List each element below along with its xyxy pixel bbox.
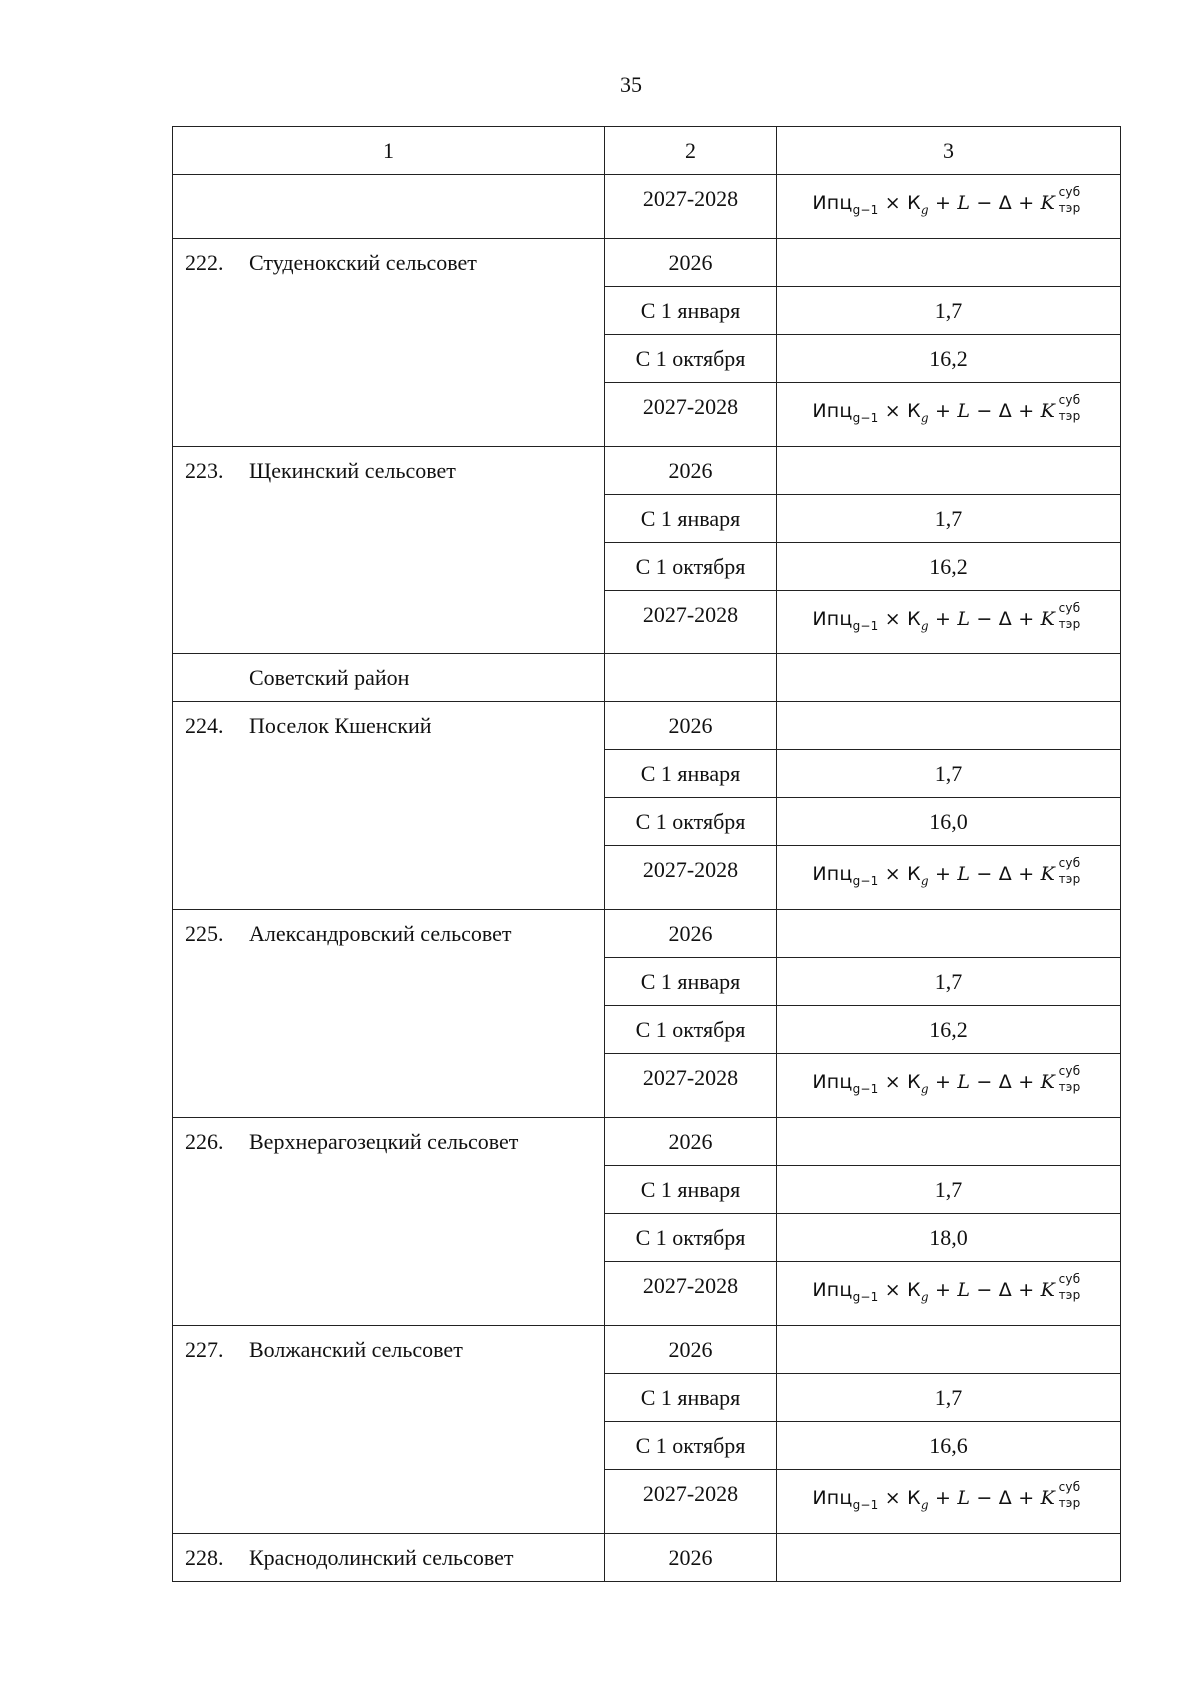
formula-plus-2: + bbox=[1018, 1486, 1035, 1509]
formula-k-sub: g bbox=[920, 874, 929, 889]
cell-formula bbox=[777, 590, 1121, 654]
cell-value: 16,0 bbox=[777, 798, 1121, 846]
formula-l: L bbox=[957, 192, 971, 214]
formula-kt: K bbox=[1040, 863, 1056, 886]
cell-period: 2026 bbox=[605, 1533, 777, 1581]
formula-minus: − bbox=[976, 399, 993, 422]
cell-entity bbox=[173, 238, 605, 446]
formula-times: × bbox=[884, 192, 901, 214]
table-header-row bbox=[173, 127, 1121, 175]
table-row bbox=[173, 910, 1121, 958]
cell-period: С 1 января bbox=[605, 1373, 777, 1421]
cell-period: 2027-2028 bbox=[605, 175, 777, 239]
cell-formula bbox=[777, 382, 1121, 446]
cell-value: 1,7 bbox=[777, 1373, 1121, 1421]
formula-kt-sup: суб bbox=[1058, 185, 1081, 199]
formula-minus: − bbox=[976, 1278, 993, 1301]
table-row bbox=[173, 1533, 1121, 1581]
formula-k-ter bbox=[1041, 1262, 1085, 1318]
formula-kt: K bbox=[1040, 192, 1056, 214]
cell-value bbox=[777, 1533, 1121, 1581]
cell-value: 1,7 bbox=[777, 750, 1121, 798]
formula-kt-sup: суб bbox=[1058, 1064, 1081, 1079]
cell-period: С 1 января bbox=[605, 286, 777, 334]
cell-period: 2026 bbox=[605, 446, 777, 494]
cell-value bbox=[777, 910, 1121, 958]
cell-entity bbox=[173, 654, 605, 702]
formula-l: L bbox=[957, 399, 971, 422]
formula-plus: + bbox=[934, 607, 952, 630]
cell-period: 2027-2028 bbox=[605, 846, 777, 910]
cell-period: С 1 октября bbox=[605, 798, 777, 846]
row-number: 228. bbox=[185, 1544, 224, 1570]
table-row bbox=[173, 175, 1121, 239]
page-number: 35 bbox=[620, 72, 642, 97]
formula-ipc-sub: g−1 bbox=[852, 618, 879, 633]
cell-period: 2027-2028 bbox=[605, 1054, 777, 1118]
formula-times: × bbox=[884, 607, 901, 630]
formula-plus: + bbox=[934, 1486, 952, 1509]
formula-ipc: Ипц bbox=[812, 607, 853, 630]
formula-ipc-sub: g−1 bbox=[852, 874, 879, 889]
formula-k-ter bbox=[1041, 383, 1085, 439]
table-row bbox=[173, 1325, 1121, 1373]
cell-formula bbox=[777, 1261, 1121, 1325]
cell-value bbox=[777, 654, 1121, 702]
formula-l: L bbox=[957, 1071, 971, 1094]
formula-l: L bbox=[957, 607, 971, 630]
cell-period: 2026 bbox=[605, 238, 777, 286]
formula-plus: + bbox=[934, 1278, 952, 1301]
cell-value: 18,0 bbox=[777, 1213, 1121, 1261]
cell-value: 1,7 bbox=[777, 286, 1121, 334]
entity-name: Александровский сельсовет bbox=[249, 921, 512, 947]
cell-value: 16,2 bbox=[777, 542, 1121, 590]
formula-ipc: Ипц bbox=[812, 1486, 853, 1509]
formula-kt-sub: тэр bbox=[1058, 1287, 1081, 1302]
formula-plus: + bbox=[934, 192, 952, 214]
formula-k-ter bbox=[1041, 846, 1085, 902]
cell-period: 2027-2028 bbox=[605, 1469, 777, 1533]
cell-period: 2026 bbox=[605, 1325, 777, 1373]
entity-name: Поселок Кшенский bbox=[249, 713, 432, 739]
formula-k: К bbox=[907, 1278, 921, 1301]
cell-entity bbox=[173, 446, 605, 654]
cell-period: 2027-2028 bbox=[605, 1261, 777, 1325]
formula-delta: Δ bbox=[998, 1278, 1012, 1301]
row-number: 222. bbox=[185, 249, 224, 275]
formula-k-ter bbox=[1041, 1054, 1085, 1110]
formula-ipc: Ипц bbox=[812, 863, 853, 886]
table-row bbox=[173, 238, 1121, 286]
cell-entity bbox=[173, 1325, 605, 1533]
formula-plus: + bbox=[934, 863, 952, 886]
formula-kt: K bbox=[1040, 399, 1056, 422]
table-row bbox=[173, 654, 1121, 702]
formula-ipc-sub: g−1 bbox=[852, 1289, 879, 1304]
row-number: 224. bbox=[185, 713, 224, 739]
formula bbox=[812, 1470, 1084, 1533]
formula-plus-2: + bbox=[1018, 1278, 1035, 1301]
formula bbox=[812, 383, 1084, 446]
table-row bbox=[173, 1117, 1121, 1165]
cell-period: С 1 января bbox=[605, 1165, 777, 1213]
formula bbox=[812, 175, 1084, 238]
cell-period: С 1 октября bbox=[605, 1006, 777, 1054]
formula-kt-sub: тэр bbox=[1058, 616, 1081, 631]
formula-plus-2: + bbox=[1018, 607, 1035, 630]
cell-entity bbox=[173, 702, 605, 910]
formula-k-sub: g bbox=[920, 1081, 929, 1096]
formula-k: К bbox=[907, 399, 921, 422]
cell-entity bbox=[173, 175, 605, 239]
cell-period: 2027-2028 bbox=[605, 590, 777, 654]
region-name: Советский район bbox=[249, 665, 410, 691]
formula-plus-2: + bbox=[1018, 399, 1035, 422]
tariff-table bbox=[172, 126, 1121, 1582]
cell-value bbox=[777, 238, 1121, 286]
formula-kt-sup: суб bbox=[1058, 392, 1081, 407]
formula-k: К bbox=[907, 1071, 921, 1094]
formula-times: × bbox=[884, 1486, 901, 1509]
cell-formula bbox=[777, 846, 1121, 910]
column-header-3: 3 bbox=[777, 127, 1121, 175]
row-number: 227. bbox=[185, 1336, 224, 1362]
cell-period bbox=[605, 654, 777, 702]
cell-period: С 1 января bbox=[605, 494, 777, 542]
cell-value bbox=[777, 1325, 1121, 1373]
formula-k-ter bbox=[1041, 591, 1085, 647]
formula bbox=[812, 591, 1084, 654]
cell-period: 2026 bbox=[605, 1117, 777, 1165]
column-header-2: 2 bbox=[605, 127, 777, 175]
formula-minus: − bbox=[976, 192, 993, 214]
formula-k: К bbox=[907, 1486, 921, 1509]
formula-minus: − bbox=[976, 607, 993, 630]
cell-value: 16,2 bbox=[777, 1006, 1121, 1054]
cell-period: С 1 октября bbox=[605, 1213, 777, 1261]
cell-value bbox=[777, 1117, 1121, 1165]
formula-ipc: Ипц bbox=[812, 192, 853, 214]
formula-plus: + bbox=[934, 399, 952, 422]
cell-period: С 1 октября bbox=[605, 1421, 777, 1469]
entity-name: Волжанский сельсовет bbox=[249, 1336, 463, 1362]
formula-kt: K bbox=[1040, 1278, 1056, 1301]
formula-minus: − bbox=[976, 1071, 993, 1094]
cell-value bbox=[777, 702, 1121, 750]
cell-value: 1,7 bbox=[777, 958, 1121, 1006]
formula-times: × bbox=[884, 1071, 901, 1094]
formula-ipc: Ипц bbox=[812, 399, 853, 422]
cell-formula bbox=[777, 1469, 1121, 1533]
formula-delta: Δ bbox=[998, 192, 1012, 214]
formula-kt-sup: суб bbox=[1058, 856, 1081, 871]
formula bbox=[812, 1262, 1084, 1325]
entity-name: Краснодолинский сельсовет bbox=[249, 1544, 514, 1570]
formula-l: L bbox=[957, 1278, 971, 1301]
formula-kt: K bbox=[1040, 1486, 1056, 1509]
formula-kt-sub: тэр bbox=[1058, 201, 1081, 215]
column-header-1: 1 bbox=[173, 127, 605, 175]
table-row bbox=[173, 702, 1121, 750]
formula-kt-sub: тэр bbox=[1058, 1080, 1081, 1095]
formula-k-sub: g bbox=[920, 202, 929, 217]
table-row bbox=[173, 446, 1121, 494]
cell-period: С 1 октября bbox=[605, 542, 777, 590]
cell-period: 2026 bbox=[605, 702, 777, 750]
formula-ipc-sub: g−1 bbox=[852, 1497, 879, 1512]
formula-times: × bbox=[884, 1278, 901, 1301]
cell-entity bbox=[173, 1117, 605, 1325]
cell-value: 1,7 bbox=[777, 1165, 1121, 1213]
formula-k: К bbox=[907, 863, 921, 886]
formula-times: × bbox=[884, 863, 901, 886]
formula bbox=[812, 1054, 1084, 1117]
cell-period: 2026 bbox=[605, 910, 777, 958]
formula-kt: K bbox=[1040, 1071, 1056, 1094]
cell-formula bbox=[777, 175, 1121, 239]
table-body bbox=[173, 175, 1121, 1582]
formula-k: К bbox=[907, 607, 921, 630]
row-number: 225. bbox=[185, 921, 224, 947]
formula-kt: K bbox=[1040, 607, 1056, 630]
formula-delta: Δ bbox=[998, 607, 1012, 630]
formula-kt-sup: суб bbox=[1058, 1271, 1081, 1286]
formula-l: L bbox=[957, 863, 971, 886]
formula-kt-sub: тэр bbox=[1058, 872, 1081, 887]
formula-plus-2: + bbox=[1018, 1071, 1035, 1094]
formula-kt-sub: тэр bbox=[1058, 1495, 1081, 1510]
formula-k-sub: g bbox=[920, 618, 929, 633]
formula-times: × bbox=[884, 399, 901, 422]
formula-delta: Δ bbox=[998, 863, 1012, 886]
row-number: 223. bbox=[185, 457, 224, 483]
cell-period: С 1 января bbox=[605, 958, 777, 1006]
entity-name: Верхнерагозецкий сельсовет bbox=[249, 1128, 519, 1154]
formula-kt-sup: суб bbox=[1058, 600, 1081, 615]
formula-ipc: Ипц bbox=[812, 1278, 853, 1301]
formula-delta: Δ bbox=[998, 399, 1012, 422]
cell-entity bbox=[173, 910, 605, 1118]
cell-formula bbox=[777, 1054, 1121, 1118]
formula-plus: + bbox=[934, 1071, 952, 1094]
formula-ipc-sub: g−1 bbox=[852, 1081, 879, 1096]
entity-name: Студенокский сельсовет bbox=[249, 249, 477, 275]
cell-period: 2027-2028 bbox=[605, 382, 777, 446]
row-number: 226. bbox=[185, 1128, 224, 1154]
formula-ipc-sub: g−1 bbox=[852, 410, 879, 425]
cell-period: С 1 октября bbox=[605, 334, 777, 382]
formula-plus-2: + bbox=[1018, 192, 1035, 214]
cell-period: С 1 января bbox=[605, 750, 777, 798]
formula-ipc: Ипц bbox=[812, 1071, 853, 1094]
cell-value: 16,6 bbox=[777, 1421, 1121, 1469]
formula-minus: − bbox=[976, 863, 993, 886]
formula-plus-2: + bbox=[1018, 863, 1035, 886]
formula-k-sub: g bbox=[920, 410, 929, 425]
formula-kt-sub: тэр bbox=[1058, 408, 1081, 423]
cell-entity bbox=[173, 1533, 605, 1581]
formula-k-ter bbox=[1041, 175, 1085, 231]
cell-value bbox=[777, 446, 1121, 494]
formula bbox=[812, 846, 1084, 909]
cell-value: 1,7 bbox=[777, 494, 1121, 542]
entity-name: Щекинский сельсовет bbox=[249, 457, 456, 483]
formula-minus: − bbox=[976, 1486, 993, 1509]
formula-l: L bbox=[957, 1486, 971, 1509]
formula-k-sub: g bbox=[920, 1289, 929, 1304]
cell-value: 16,2 bbox=[777, 334, 1121, 382]
formula-k: К bbox=[907, 192, 921, 214]
formula-k-sub: g bbox=[920, 1497, 929, 1512]
formula-kt-sup: суб bbox=[1058, 1479, 1081, 1494]
formula-delta: Δ bbox=[998, 1071, 1012, 1094]
formula-ipc-sub: g−1 bbox=[852, 202, 879, 217]
formula-delta: Δ bbox=[998, 1486, 1012, 1509]
formula-k-ter bbox=[1041, 1470, 1085, 1526]
